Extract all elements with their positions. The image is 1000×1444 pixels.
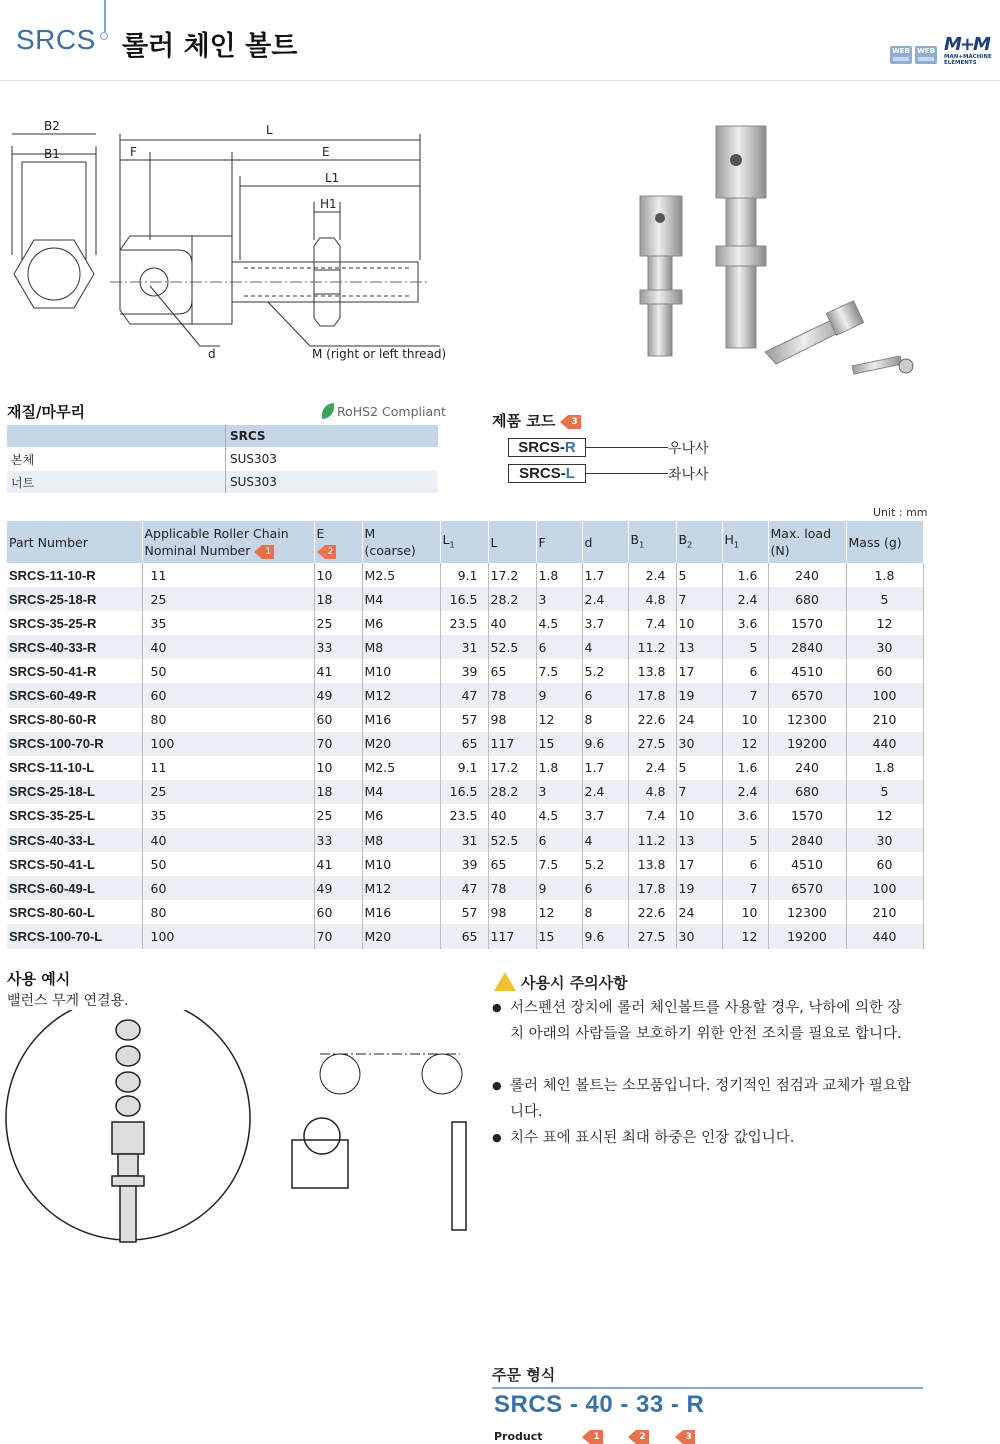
product-code-r: SRCS-R	[508, 438, 586, 457]
table-cell: 22.6	[628, 900, 676, 924]
table-cell: 6570	[768, 683, 846, 707]
web-badge-2[interactable]: WEB	[915, 46, 937, 64]
table-cell: 3.6	[722, 804, 768, 828]
table-cell: 2.4	[628, 563, 676, 587]
table-cell: 78	[488, 876, 536, 900]
table-cell: 12	[536, 900, 582, 924]
table-cell: 27.5	[628, 924, 676, 948]
table-cell: 2.4	[628, 756, 676, 780]
table-cell: 12	[722, 924, 768, 948]
table-cell: 31	[440, 635, 488, 659]
page-title: 롤러 체인 볼트	[122, 31, 298, 62]
table-cell: 7	[676, 780, 722, 804]
table-cell: 4.8	[628, 780, 676, 804]
table-cell: 30	[676, 732, 722, 756]
table-cell: M2.5	[362, 756, 440, 780]
col-d: d	[582, 521, 628, 563]
table-cell: 7	[722, 683, 768, 707]
warning-item: ● 서스펜션 장치에 롤러 체인볼트를 사용할 경우, 낙하에 의한 장치 아래의 사람들을 보호하기 위한 안전 조치를 필요로 합니다.	[494, 995, 914, 1047]
table-cell: 30	[846, 828, 923, 852]
table-cell: 9.6	[582, 924, 628, 948]
table-cell: M16	[362, 708, 440, 732]
table-cell: 35	[142, 804, 314, 828]
table-row	[7, 683, 923, 707]
col-b2: $B_2$	[676, 521, 722, 563]
table-cell: 40	[142, 828, 314, 852]
brand-logo: M+M MAN+MACHINE ELEMENTS	[944, 34, 992, 66]
col-l: L	[488, 521, 536, 563]
table-cell: 4.8	[628, 587, 676, 611]
table-cell: 11.2	[628, 828, 676, 852]
web-badge-1[interactable]: WEB	[890, 46, 912, 64]
table-row	[7, 756, 923, 780]
table-row	[7, 563, 923, 587]
table-row	[7, 876, 923, 900]
label-m: M (right or left thread)	[312, 347, 447, 361]
table-cell: 57	[440, 708, 488, 732]
table-cell: 27.5	[628, 732, 676, 756]
order-title: 주문 형식	[492, 1366, 556, 1384]
table-cell: 30	[676, 924, 722, 948]
table-cell: 60	[142, 683, 314, 707]
table-row	[7, 804, 923, 828]
part-number-cell: SRCS-60-49-L	[7, 876, 142, 900]
table-row: 너트 SUS303	[7, 471, 438, 494]
table-cell: 41	[314, 852, 362, 876]
label-f: F	[130, 145, 137, 159]
col-m: M (coarse)	[362, 521, 440, 563]
table-cell: 2.4	[722, 780, 768, 804]
table-cell: 47	[440, 683, 488, 707]
header-rule	[0, 80, 1000, 81]
table-cell: 1.8	[846, 563, 923, 587]
table-cell: 7	[676, 587, 722, 611]
col-h1: $H_1$	[722, 521, 768, 563]
label-h1: H1	[320, 197, 337, 211]
table-cell: 24	[676, 708, 722, 732]
table-cell: 33	[314, 828, 362, 852]
table-cell: 60	[314, 708, 362, 732]
col-l1: $L_1$	[440, 521, 488, 563]
table-cell: M12	[362, 683, 440, 707]
table-row	[7, 611, 923, 635]
tag-arrow-icon	[254, 545, 262, 559]
table-cell: 5	[676, 563, 722, 587]
warnings-title: 사용시 주의사항	[494, 972, 628, 993]
warning-icon	[494, 972, 516, 991]
part-number-cell: SRCS-25-18-L	[7, 780, 142, 804]
part-number-cell: SRCS-100-70-L	[7, 924, 142, 948]
table-cell: 12	[536, 708, 582, 732]
product-code-l-desc: 좌나사	[668, 467, 709, 483]
table-cell: 6	[722, 852, 768, 876]
table-cell: 12300	[768, 708, 846, 732]
table-cell: 12	[846, 804, 923, 828]
hex-end-view	[14, 240, 94, 308]
table-cell: 100	[142, 732, 314, 756]
technical-drawing	[0, 110, 460, 370]
order-example-code: SRCS - 40 - 33 - R	[494, 1391, 705, 1418]
part-number-cell: SRCS-100-70-R	[7, 732, 142, 756]
table-cell: 40	[142, 635, 314, 659]
table-cell: 78	[488, 683, 536, 707]
table-cell: 17	[676, 659, 722, 683]
table-cell: 52.5	[488, 635, 536, 659]
table-cell: 4	[582, 828, 628, 852]
usage-illustration	[0, 1010, 480, 1260]
table-cell: 28.2	[488, 587, 536, 611]
table-cell: 1570	[768, 804, 846, 828]
table-cell: M4	[362, 780, 440, 804]
table-cell: 5.2	[582, 852, 628, 876]
usage-title: 사용 예시	[7, 970, 71, 988]
table-cell: 3.7	[582, 611, 628, 635]
product-code-r-desc: 우나사	[668, 441, 709, 457]
table-cell: 60	[314, 900, 362, 924]
table-cell: 15	[536, 732, 582, 756]
part-number-cell: SRCS-40-33-L	[7, 828, 142, 852]
part-number-cell: SRCS-80-60-R	[7, 708, 142, 732]
label-e: E	[322, 145, 330, 159]
table-cell: 65	[488, 852, 536, 876]
label-b1: B1	[44, 147, 60, 161]
table-cell: 100	[846, 876, 923, 900]
table-cell: 2840	[768, 635, 846, 659]
table-cell: 100	[142, 924, 314, 948]
table-cell: 9.6	[582, 732, 628, 756]
table-cell: 7.4	[628, 611, 676, 635]
table-row	[7, 780, 923, 804]
materials-header: SRCS	[226, 425, 439, 448]
col-e: E 2	[314, 521, 362, 563]
table-cell: 31	[440, 828, 488, 852]
table-cell: 6	[582, 876, 628, 900]
table-cell: 5	[676, 756, 722, 780]
table-cell: 11	[142, 756, 314, 780]
tag-arrow-icon	[560, 415, 568, 429]
table-cell: 40	[488, 611, 536, 635]
col-f: F	[536, 521, 582, 563]
table-cell: 25	[314, 611, 362, 635]
table-cell: M6	[362, 804, 440, 828]
table-cell: 25	[142, 780, 314, 804]
table-cell: 33	[314, 635, 362, 659]
table-cell: 4.5	[536, 804, 582, 828]
table-cell: 39	[440, 659, 488, 683]
table-cell: 17	[676, 852, 722, 876]
table-cell: 19200	[768, 732, 846, 756]
order-product-label: Product 1 2 3	[494, 1430, 695, 1444]
table-cell: 4510	[768, 852, 846, 876]
leader-line	[586, 473, 668, 474]
part-number-cell: SRCS-60-49-R	[7, 683, 142, 707]
table-row	[7, 900, 923, 924]
table-cell: 6570	[768, 876, 846, 900]
table-cell: 5	[722, 635, 768, 659]
warning-item: ● 롤러 체인 볼트는 소모품입니다. 정기적인 점검과 교체가 필요합니다.	[494, 1073, 914, 1125]
table-cell: 47	[440, 876, 488, 900]
table-cell: M2.5	[362, 563, 440, 587]
table-cell: 240	[768, 563, 846, 587]
table-row	[7, 659, 923, 683]
table-row	[7, 635, 923, 659]
tag-arrow-icon	[628, 1430, 636, 1444]
col-max-load: Max. load (N)	[768, 521, 846, 563]
table-cell: 98	[488, 708, 536, 732]
table-cell: 11	[142, 563, 314, 587]
table-cell: 440	[846, 732, 923, 756]
label-l1: L1	[325, 171, 340, 185]
table-cell: 10	[722, 708, 768, 732]
table-cell: 5	[846, 780, 923, 804]
table-cell: 1.6	[722, 563, 768, 587]
series-code: SRCS	[16, 24, 96, 55]
table-cell: M10	[362, 659, 440, 683]
table-cell: 240	[768, 756, 846, 780]
materials-table	[7, 425, 438, 493]
table-cell: 9.1	[440, 756, 488, 780]
header-divider	[104, 0, 106, 32]
table-cell: 440	[846, 924, 923, 948]
table-cell: 80	[142, 708, 314, 732]
part-number-cell: SRCS-50-41-R	[7, 659, 142, 683]
table-cell: 210	[846, 708, 923, 732]
table-cell: 50	[142, 659, 314, 683]
order-rule	[492, 1387, 923, 1389]
col-b1: $B_1$	[628, 521, 676, 563]
table-cell: 3.6	[722, 611, 768, 635]
table-cell: 1.8	[846, 756, 923, 780]
table-cell: 4.5	[536, 611, 582, 635]
table-cell: 6	[722, 659, 768, 683]
table-cell: 70	[314, 732, 362, 756]
table-cell: 10	[722, 900, 768, 924]
table-cell: 39	[440, 852, 488, 876]
table-cell: 1.7	[582, 756, 628, 780]
table-cell: 11.2	[628, 635, 676, 659]
table-cell: 2.4	[722, 587, 768, 611]
table-cell: 10	[314, 563, 362, 587]
table-cell: 57	[440, 900, 488, 924]
table-cell: 17.8	[628, 876, 676, 900]
table-row: 본체 SUS303	[7, 448, 438, 471]
table-cell: 22.6	[628, 708, 676, 732]
table-cell: 18	[314, 780, 362, 804]
table-cell: 12	[722, 732, 768, 756]
table-cell: 12	[846, 611, 923, 635]
table-cell: M4	[362, 587, 440, 611]
table-cell: M20	[362, 924, 440, 948]
table-cell: 52.5	[488, 828, 536, 852]
table-cell: 9	[536, 683, 582, 707]
table-cell: M8	[362, 635, 440, 659]
unit-label: Unit : mm	[873, 506, 928, 519]
tag-arrow-icon	[675, 1430, 683, 1444]
table-cell: 1.8	[536, 756, 582, 780]
table-cell: 4510	[768, 659, 846, 683]
tag-arrow-icon	[317, 545, 325, 559]
table-cell: 117	[488, 732, 536, 756]
table-cell: 1.7	[582, 563, 628, 587]
tag-arrow-icon	[582, 1430, 590, 1444]
part-number-cell: SRCS-50-41-L	[7, 852, 142, 876]
table-cell: 70	[314, 924, 362, 948]
table-cell: 1.8	[536, 563, 582, 587]
table-cell: 40	[488, 804, 536, 828]
table-cell: 35	[142, 611, 314, 635]
rohs-badge: RoHS2 Compliant	[322, 403, 446, 419]
table-cell: 3	[536, 780, 582, 804]
table-cell: 5.2	[582, 659, 628, 683]
label-b2: B2	[44, 119, 60, 133]
table-cell: 9	[536, 876, 582, 900]
table-cell: 5	[722, 828, 768, 852]
table-cell: 2.4	[582, 780, 628, 804]
table-cell: 65	[440, 732, 488, 756]
leader-line	[586, 447, 668, 448]
part-number-cell: SRCS-11-10-R	[7, 563, 142, 587]
table-cell: 28.2	[488, 780, 536, 804]
table-cell: M12	[362, 876, 440, 900]
part-number-cell: SRCS-25-18-R	[7, 587, 142, 611]
table-cell: 13.8	[628, 659, 676, 683]
table-cell: 15	[536, 924, 582, 948]
table-cell: M8	[362, 828, 440, 852]
table-cell: 210	[846, 900, 923, 924]
table-cell: 680	[768, 780, 846, 804]
table-cell: 17.8	[628, 683, 676, 707]
table-cell: 2840	[768, 828, 846, 852]
table-cell: M20	[362, 732, 440, 756]
table-cell: 10	[314, 756, 362, 780]
table-cell: 24	[676, 900, 722, 924]
table-row	[7, 828, 923, 852]
table-cell: 19	[676, 876, 722, 900]
table-cell: 17.2	[488, 563, 536, 587]
table-row	[7, 732, 923, 756]
table-cell: 60	[846, 852, 923, 876]
table-cell: 13.8	[628, 852, 676, 876]
table-cell: M16	[362, 900, 440, 924]
product-photo	[630, 120, 930, 390]
materials-title: 재질/마무리	[7, 403, 85, 421]
table-cell: 41	[314, 659, 362, 683]
table-cell: 25	[314, 804, 362, 828]
product-code-l: SRCS-L	[508, 464, 586, 483]
usage-desc: 밸런스 무게 연결용.	[7, 993, 129, 1009]
leaf-icon	[322, 403, 334, 419]
table-cell: 10	[676, 611, 722, 635]
table-cell: 100	[846, 683, 923, 707]
table-cell: 98	[488, 900, 536, 924]
table-row	[7, 587, 923, 611]
table-cell: 4	[582, 635, 628, 659]
col-part-number: Part Number	[7, 521, 142, 563]
table-cell: 19200	[768, 924, 846, 948]
part-number-cell: SRCS-11-10-L	[7, 756, 142, 780]
part-number-cell: SRCS-35-25-R	[7, 611, 142, 635]
table-cell: 25	[142, 587, 314, 611]
table-cell: 23.5	[440, 611, 488, 635]
table-cell: 7	[722, 876, 768, 900]
table-cell: 8	[582, 900, 628, 924]
table-cell: 19	[676, 683, 722, 707]
table-cell: 3	[536, 587, 582, 611]
label-d: d	[208, 347, 216, 361]
table-cell: 65	[488, 659, 536, 683]
table-cell: 7.4	[628, 804, 676, 828]
table-cell: 16.5	[440, 587, 488, 611]
table-cell: 13	[676, 635, 722, 659]
table-cell: 680	[768, 587, 846, 611]
part-number-cell: SRCS-40-33-R	[7, 635, 142, 659]
table-cell: 65	[440, 924, 488, 948]
table-cell: 7.5	[536, 852, 582, 876]
table-row	[7, 924, 923, 948]
table-cell: 6	[536, 635, 582, 659]
label-l: L	[266, 123, 273, 137]
part-number-cell: SRCS-80-60-L	[7, 900, 142, 924]
col-chain: Applicable Roller Chain Nominal Number 1	[142, 521, 314, 563]
table-cell: 2.4	[582, 587, 628, 611]
table-row	[7, 708, 923, 732]
table-cell: 3.7	[582, 804, 628, 828]
table-cell: 6	[582, 683, 628, 707]
table-cell: M6	[362, 611, 440, 635]
dimension-table	[7, 521, 924, 949]
table-cell: 12300	[768, 900, 846, 924]
col-mass: Mass (g)	[846, 521, 923, 563]
table-cell: 7.5	[536, 659, 582, 683]
warning-item: ● 치수 표에 표시된 최대 하중은 인장 값입니다.	[494, 1125, 914, 1151]
table-cell: 50	[142, 852, 314, 876]
table-cell: 117	[488, 924, 536, 948]
table-cell: 60	[142, 876, 314, 900]
table-cell: 17.2	[488, 756, 536, 780]
table-cell: 1570	[768, 611, 846, 635]
table-cell: 9.1	[440, 563, 488, 587]
table-cell: 1.6	[722, 756, 768, 780]
table-cell: 6	[536, 828, 582, 852]
table-cell: 8	[582, 708, 628, 732]
product-code-title: 제품 코드 3	[492, 410, 581, 431]
table-cell: 49	[314, 876, 362, 900]
table-cell: 16.5	[440, 780, 488, 804]
table-cell: 10	[676, 804, 722, 828]
table-cell: 30	[846, 635, 923, 659]
table-cell: 60	[846, 659, 923, 683]
table-cell: 13	[676, 828, 722, 852]
header-dot	[100, 32, 108, 40]
part-number-cell: SRCS-35-25-L	[7, 804, 142, 828]
table-cell: 18	[314, 587, 362, 611]
table-cell: 5	[846, 587, 923, 611]
table-cell: M10	[362, 852, 440, 876]
table-cell: 80	[142, 900, 314, 924]
table-row	[7, 852, 923, 876]
table-cell: 49	[314, 683, 362, 707]
table-cell: 23.5	[440, 804, 488, 828]
